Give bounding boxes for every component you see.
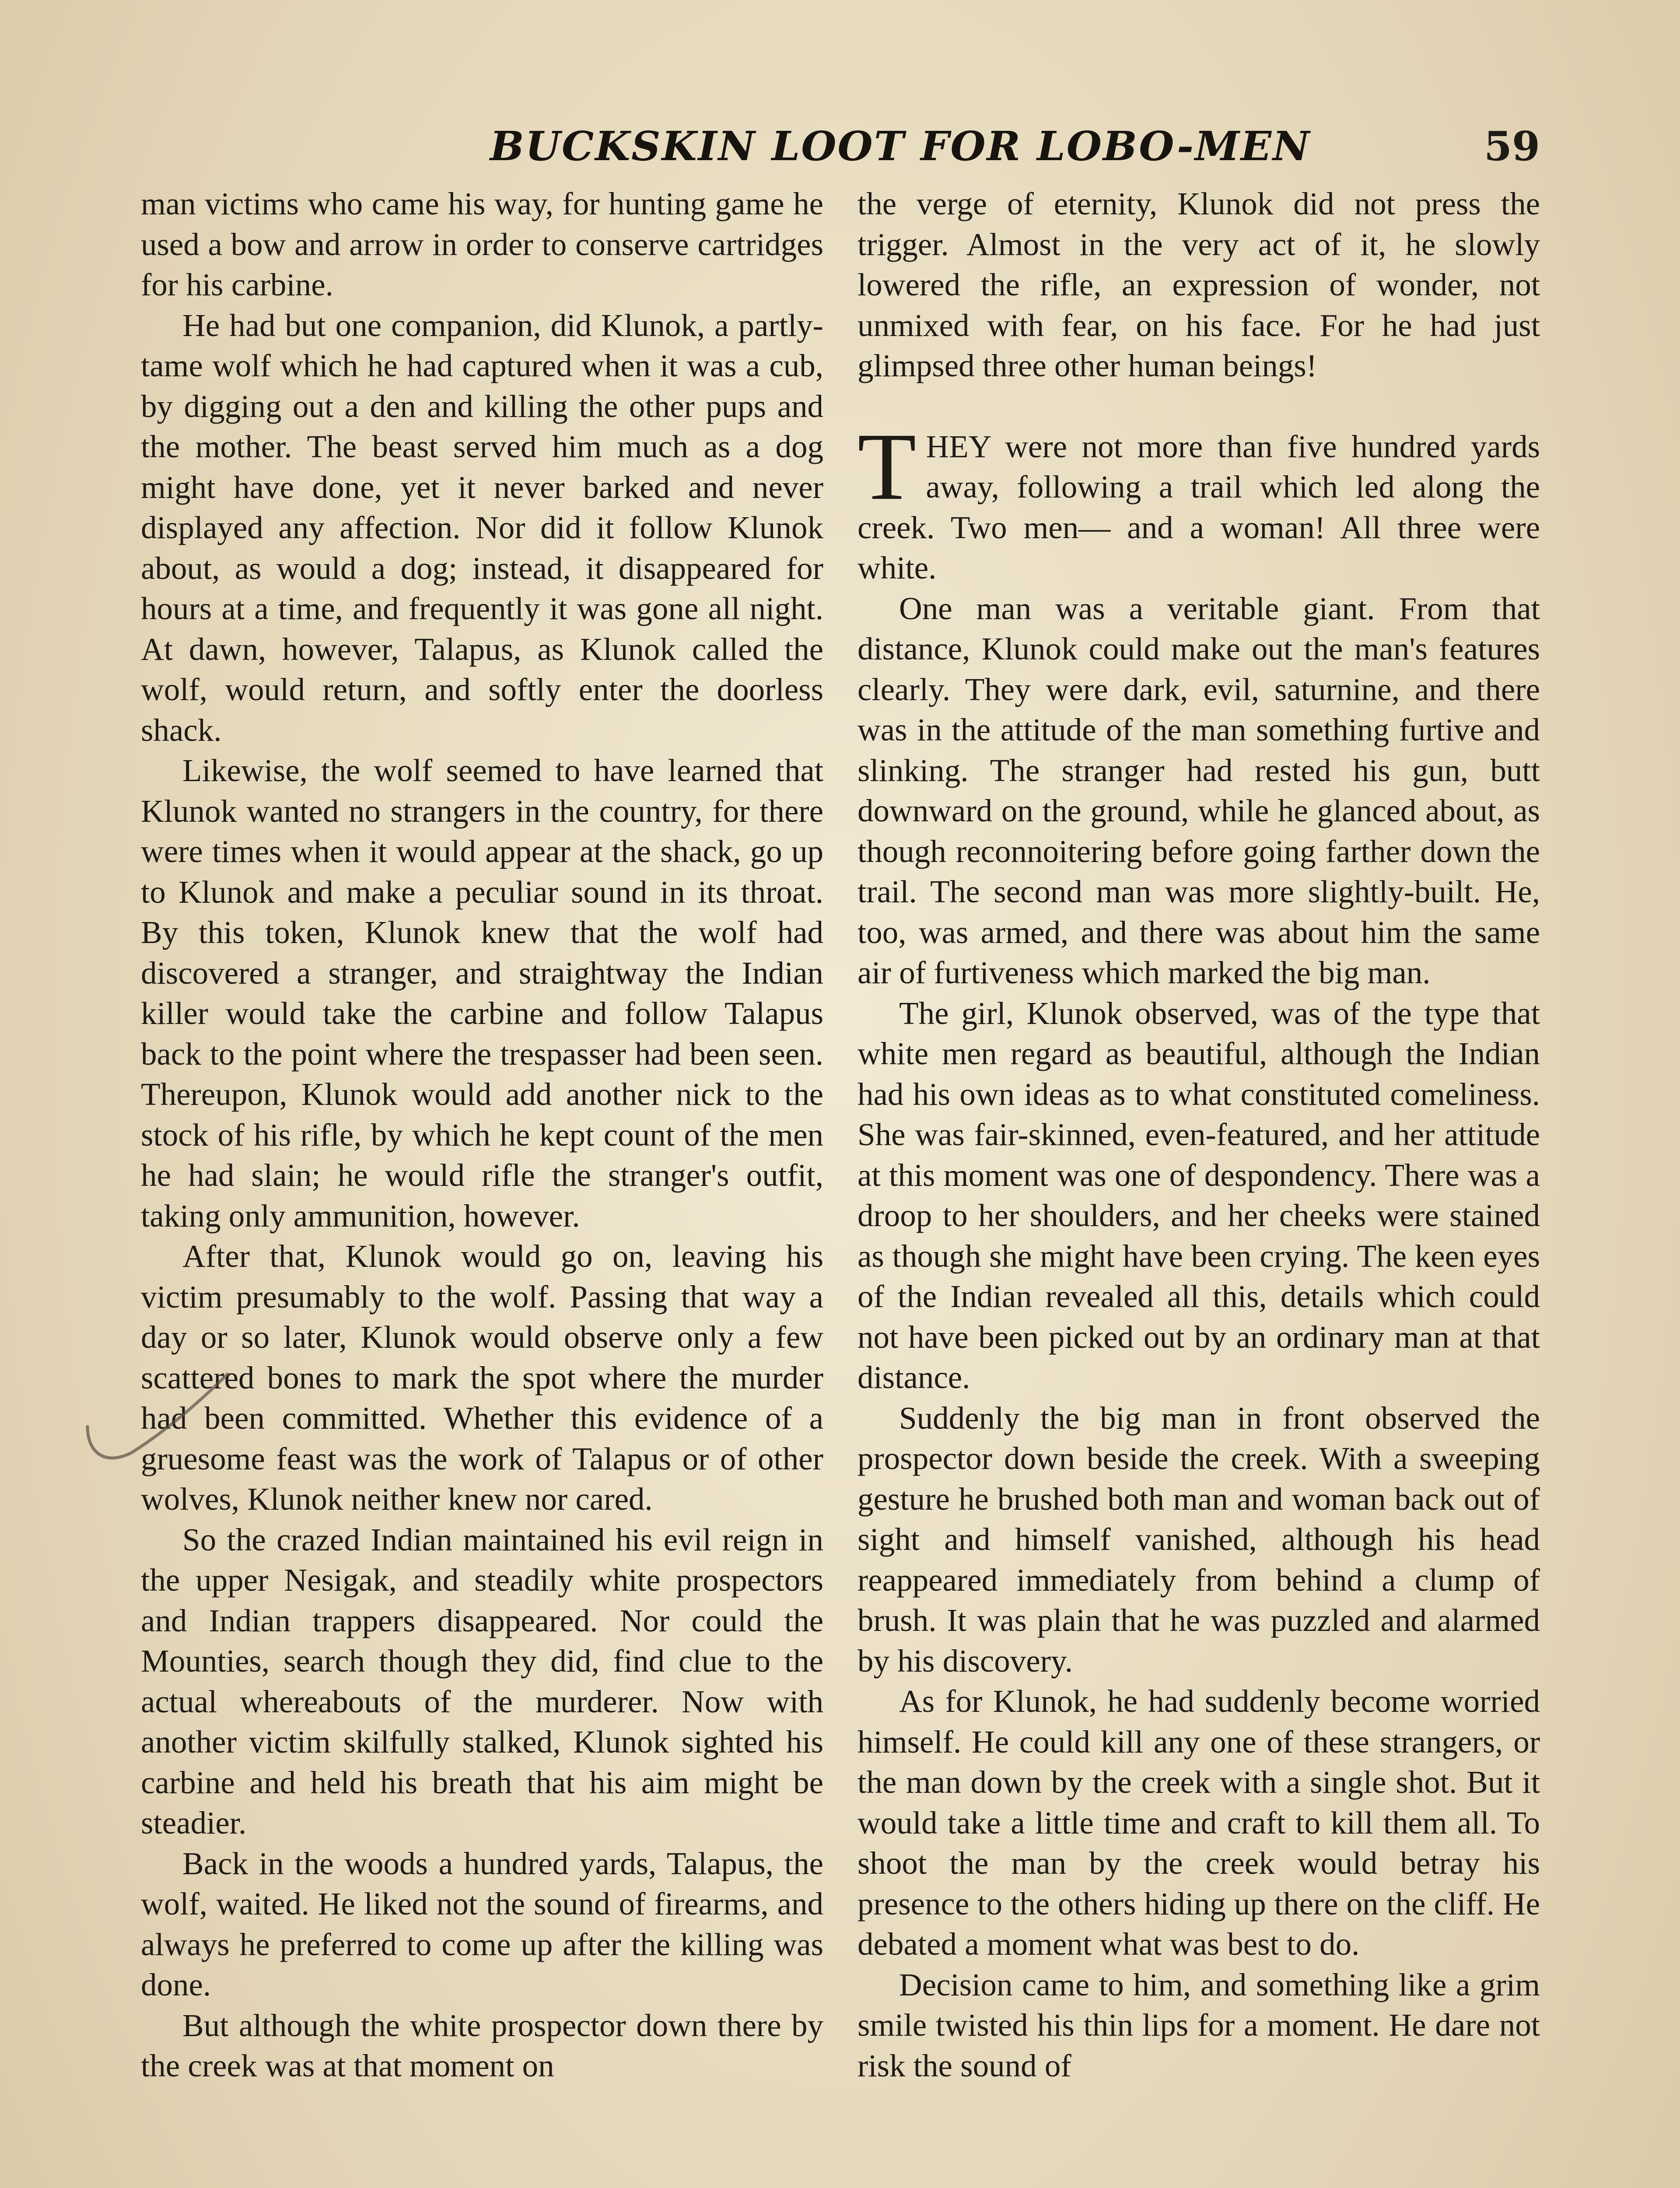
right-column — [858, 184, 1540, 2086]
paragraph: As for Klunok, he had suddenly become worried himself. He could kill any one of these strangers, or the man down by the creek with a single shot. But it would take a little time and craft to kill them all. To shoot the man by the creek would betray his presence to the others hiding up there on the cliff. He debated a moment what was best to do. — [858, 1683, 1540, 1962]
running-title: BUCKSKIN LOOT FOR LOBO-MEN — [490, 123, 1311, 170]
section-opening-paragraph — [858, 413, 1540, 589]
page-header — [131, 118, 1540, 188]
pencil-mark — [79, 1365, 236, 1479]
paragraph-text: HEY were not more than five hundred yards away, following a trail which led along the creek. Two men— and a woman! All three were white. — [858, 428, 1540, 586]
left-column — [141, 184, 823, 2086]
page-number: 59 — [1484, 123, 1540, 170]
paragraph: But although the white prospector down there by the creek was at that moment on — [141, 2007, 823, 2083]
drop-cap: T — [858, 413, 917, 520]
paragraph: After that, Klunok would go on, leaving his victim presumably to the wolf. Passing that way a day or so later, Klunok would observe only a few scattered bones to mark the spot where the murder had been committed. Whether this evidence of a gruesome feast was the work of Talapus or of other wolves, Klunok neither knew nor cared. — [141, 1238, 823, 1517]
paragraph: One man was a veritable giant. From that distance, Klunok could make out the man's features clearly. They were dark, evil, saturnine, and there was in the attitude of the man something furtive and slinking. The stranger had rested his gun, butt downward on the ground, while he glanced about, as though reconnoitering before going farther down the trail. The second man was more slightly-built. He, too, was armed, and there was about him the same air of furtiveness which marked the big man. — [858, 590, 1540, 990]
paragraph: Suddenly the big man in front observed the prospector down beside the creek. With a sweeping gesture he brushed both man and woman back out of sight and himself vanished, although his head reappeared immediately from behind a clump of brush. It was plain that he was puzzled and alarmed by his discovery. — [858, 1400, 1540, 1679]
paragraph: So the crazed Indian maintained his evil reign in the upper Nesigak, and steadily white prospectors and Indian trappers disappeared. Nor could the Mounties, search though they did, find clue to the actual whereabouts of the murderer. Now with another victim skilfully stalked, Klunok sighted his carbine and held his breath that his aim might be steadier. — [141, 1522, 823, 1841]
paragraph: The girl, Klunok observed, was of the type that white men regard as beautiful, although the Indian had his own ideas as to what constituted comeliness. She was fair-skinned, even-featured, and her attitude at this moment was one of despondency. There was a droop to her shoulders, and her cheeks were stained as though she might have been crying. The keen eyes of the Indian revealed all this, details which could not have been picked out by an ordinary man at that distance. — [858, 995, 1540, 1395]
paragraph: Back in the woods a hundred yards, Talapus, the wolf, waited. He liked not the sound of firearms, and always he preferred to come up after the killing was done. — [141, 1845, 823, 2002]
paragraph: man victims who came his way, for hunting game he used a bow and arrow in order to conserve cartridges for his carbine. — [141, 186, 823, 302]
paragraph: He had but one companion, did Klunok, a partly-tame wolf which he had captured when it was a cub, by digging out a den and killing the other pups and the mother. The beast served him much as a dog might have done, yet it never barked and never displayed any affection. Nor did it follow Klunok about, as would a dog; instead, it disappeared for hours at a time, and frequently it was gone all night. At dawn, however, Talapus, as Klunok called the wolf, would return, and softly enter the doorless shack. — [141, 307, 823, 748]
paragraph: Decision came to him, and something like a grim smile twisted his thin lips for a moment. He dare not risk the sound of — [858, 1967, 1540, 2083]
paragraph: the verge of eternity, Klunok did not press the trigger. Almost in the very act of it, he slowly lowered the rifle, an expression of wonder, not unmixed with fear, on his face. For he had just glimpsed three other human beings! — [858, 186, 1540, 383]
paragraph: Likewise, the wolf seemed to have learned that Klunok wanted no strangers in the country, for there were times when it would appear at the shack, go up to Klunok and make a peculiar sound in its throat. By this token, Klunok knew that the wolf had discovered a stranger, and straightway the Indian killer would take the carbine and follow Talapus back to the point where the trespasser had been seen. Thereupon, Klunok would add another nick to the stock of his rifle, by which he kept count of the men he had slain; he would rifle the stranger's outfit, taking only ammunition, however. — [141, 753, 823, 1234]
